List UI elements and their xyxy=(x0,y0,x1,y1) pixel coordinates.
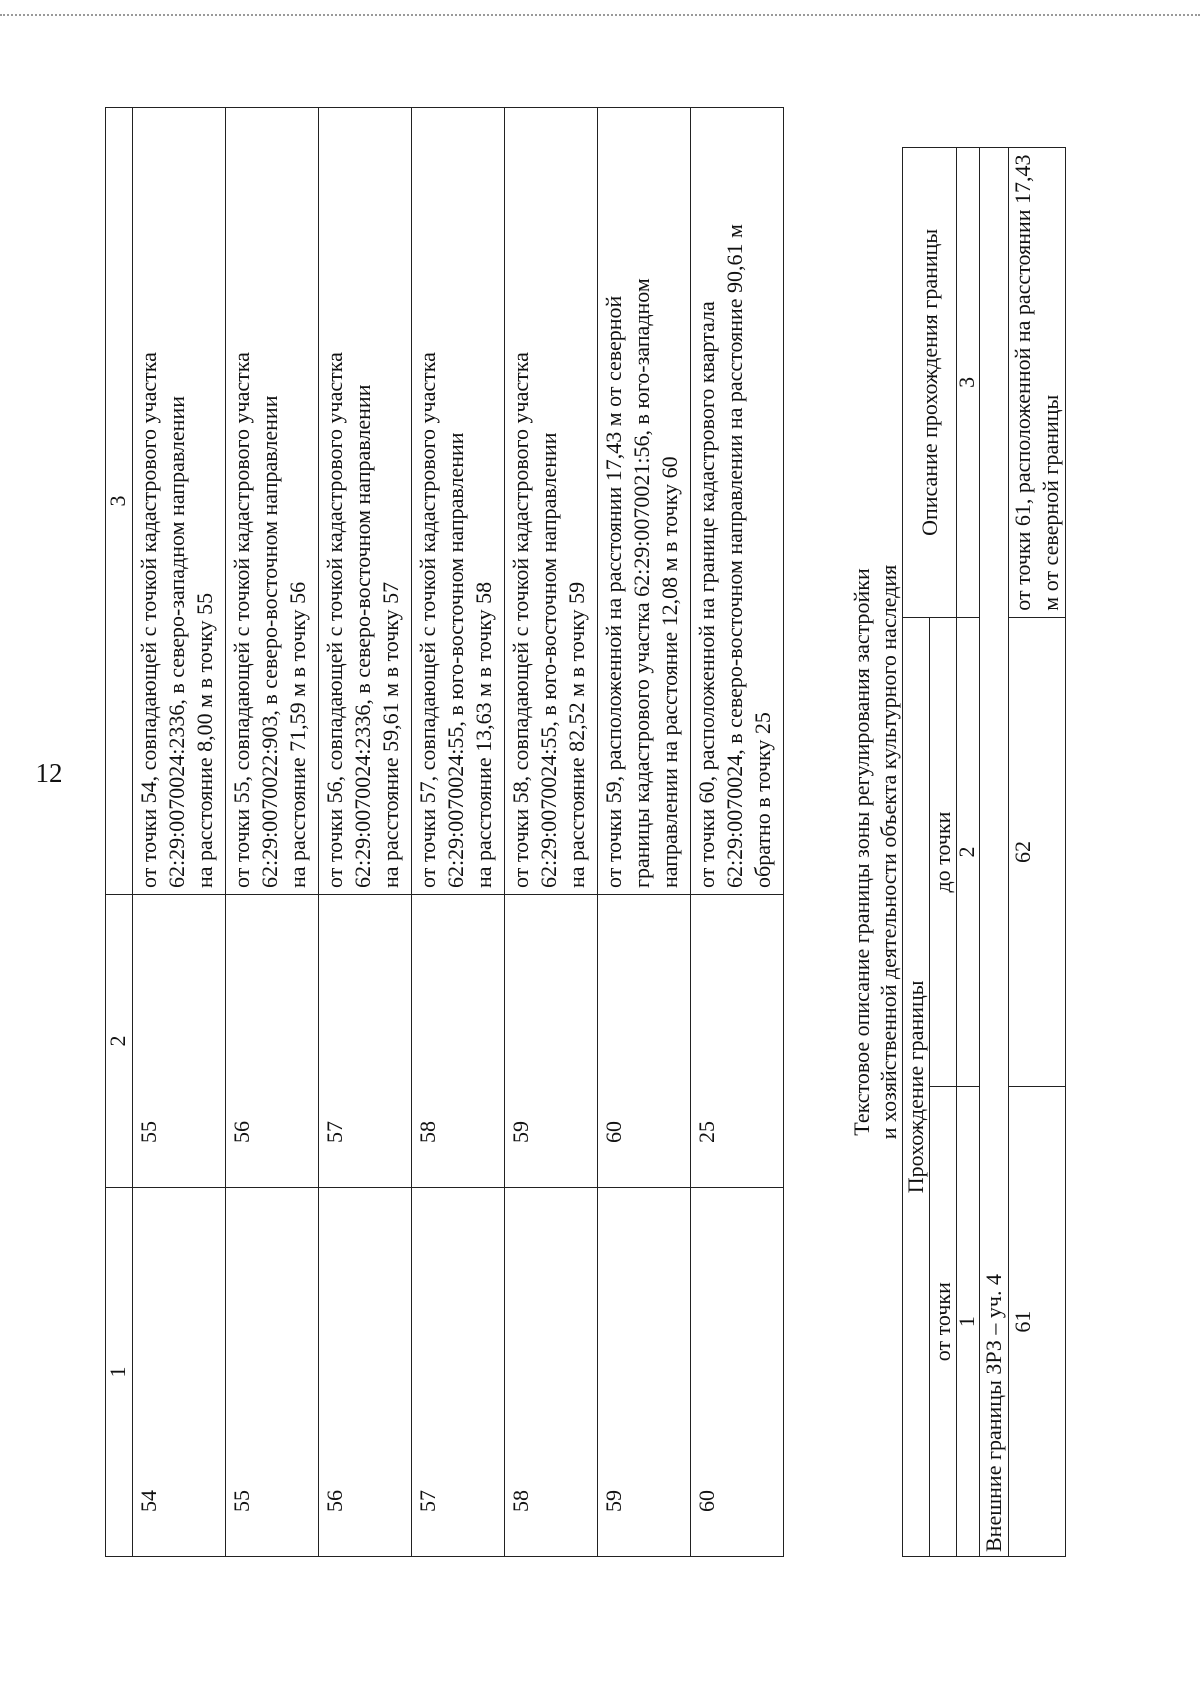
from-point: 58 xyxy=(505,1188,598,1557)
header-boundary-passage: Прохождение границы xyxy=(903,617,930,1556)
zone-description-table xyxy=(840,147,1066,1557)
zone-title xyxy=(840,148,903,1557)
col-header-3: 3 xyxy=(106,108,133,895)
col-number-2: 2 xyxy=(957,617,980,1087)
from-point: 59 xyxy=(598,1188,691,1557)
description-line: от точки 54, совпадающей с точкой кадастрового участка xyxy=(136,352,161,888)
page-number: 12 xyxy=(35,758,63,788)
table-row xyxy=(133,108,226,1557)
from-point: 55 xyxy=(226,1188,319,1557)
table-row xyxy=(505,108,598,1557)
to-point: 25 xyxy=(691,895,784,1188)
description-line: направлении на расстояние 12,08 м в точку 60 xyxy=(657,456,682,888)
boundary-description: от точки 61, расположенной на расстоянии 17,43 м от северной границы xyxy=(1009,148,1066,618)
col-header-1: 1 xyxy=(106,1188,133,1557)
section-row xyxy=(980,148,1009,1557)
boundary-description xyxy=(226,108,319,895)
from-point: 57 xyxy=(412,1188,505,1557)
header-row-group xyxy=(903,148,930,1557)
to-point: 58 xyxy=(412,895,505,1188)
boundary-description xyxy=(691,108,784,895)
description-line: 62:29:0070024:2336, в северо-западном направлении xyxy=(164,396,189,888)
table-row xyxy=(226,108,319,1557)
description-line: от точки 58, совпадающей с точкой кадастрового участка xyxy=(508,352,533,888)
boundary-description xyxy=(505,108,598,895)
description-line: 62:29:0070024:2336, в северо-восточном направлении xyxy=(350,384,375,888)
description-line: 62:29:0070022:903, в северо-восточном направлении xyxy=(257,395,282,888)
table-row xyxy=(1009,148,1066,1557)
boundary-description xyxy=(412,108,505,895)
table-header-row xyxy=(106,108,133,1557)
to-point: 59 xyxy=(505,895,598,1188)
from-point: 60 xyxy=(691,1188,784,1557)
description-line: на расстояние 59,61 м в точку 57 xyxy=(378,581,403,888)
description-line: границы кадастрового участка 62:29:0070021:56, в юго-западном xyxy=(629,278,654,888)
from-point: 56 xyxy=(319,1188,412,1557)
to-point: 60 xyxy=(598,895,691,1188)
from-point: 61 xyxy=(1009,1087,1066,1557)
to-point: 57 xyxy=(319,895,412,1188)
section-label: Внешние границы ЗРЗ – уч. 4 xyxy=(980,148,1009,1557)
table-row xyxy=(412,108,505,1557)
description-line: на расстояние 13,63 м в точку 58 xyxy=(471,581,496,888)
boundary-table-rotated xyxy=(105,147,825,1557)
table-row xyxy=(319,108,412,1557)
description-line: от точки 59, расположенной на расстоянии 17,43 м от северной xyxy=(601,295,626,888)
zone-table-rotated xyxy=(840,147,1090,1557)
description-line: от точки 60, расположенной на границе кадастрового квартала xyxy=(694,301,719,888)
description-line: на расстояние 8,00 м в точку 55 xyxy=(192,592,217,888)
scan-artifact-line xyxy=(0,14,1200,16)
description-line: обратно в точку 25 xyxy=(750,712,775,888)
header-boundary-description: Описание прохождения границы xyxy=(903,148,957,618)
header-from-point: от точки xyxy=(930,1087,957,1557)
description-line: 62:29:0070024, в северо-восточном направлении на расстояние 90,61 м xyxy=(722,224,747,888)
to-point: 56 xyxy=(226,895,319,1188)
col-number-1: 1 xyxy=(957,1087,980,1557)
col-header-2: 2 xyxy=(106,895,133,1188)
description-line: от точки 56, совпадающей с точкой кадастрового участка xyxy=(322,352,347,888)
description-line: 62:29:0070024:55, в юго-восточном направлении xyxy=(443,432,468,888)
description-line: на расстояние 71,59 м в точку 56 xyxy=(285,581,310,888)
col-number-3: 3 xyxy=(957,148,980,618)
boundary-description xyxy=(133,108,226,895)
to-point: 62 xyxy=(1009,617,1066,1087)
description-line: на расстояние 82,52 м в точку 59 xyxy=(564,581,589,888)
zone-title-line-1: Текстовое описание границы зоны регулирования застройки xyxy=(849,568,874,1136)
column-number-row xyxy=(957,148,980,1557)
boundary-description xyxy=(598,108,691,895)
description-line: от точки 57, совпадающей с точкой кадастрового участка xyxy=(415,352,440,888)
description-line: от точки 55, совпадающей с точкой кадастрового участка xyxy=(229,352,254,888)
table-row xyxy=(691,108,784,1557)
zone-title-row xyxy=(840,148,903,1557)
table-row xyxy=(598,108,691,1557)
to-point: 55 xyxy=(133,895,226,1188)
from-point: 54 xyxy=(133,1188,226,1557)
boundary-description xyxy=(319,108,412,895)
description-line: 62:29:0070024:55, в юго-восточном направлении xyxy=(536,432,561,888)
zone-title-line-2: и хозяйственной деятельности объекта культурного наследия xyxy=(876,564,901,1140)
boundary-points-table xyxy=(105,107,784,1557)
header-to-point: до точки xyxy=(930,617,957,1087)
